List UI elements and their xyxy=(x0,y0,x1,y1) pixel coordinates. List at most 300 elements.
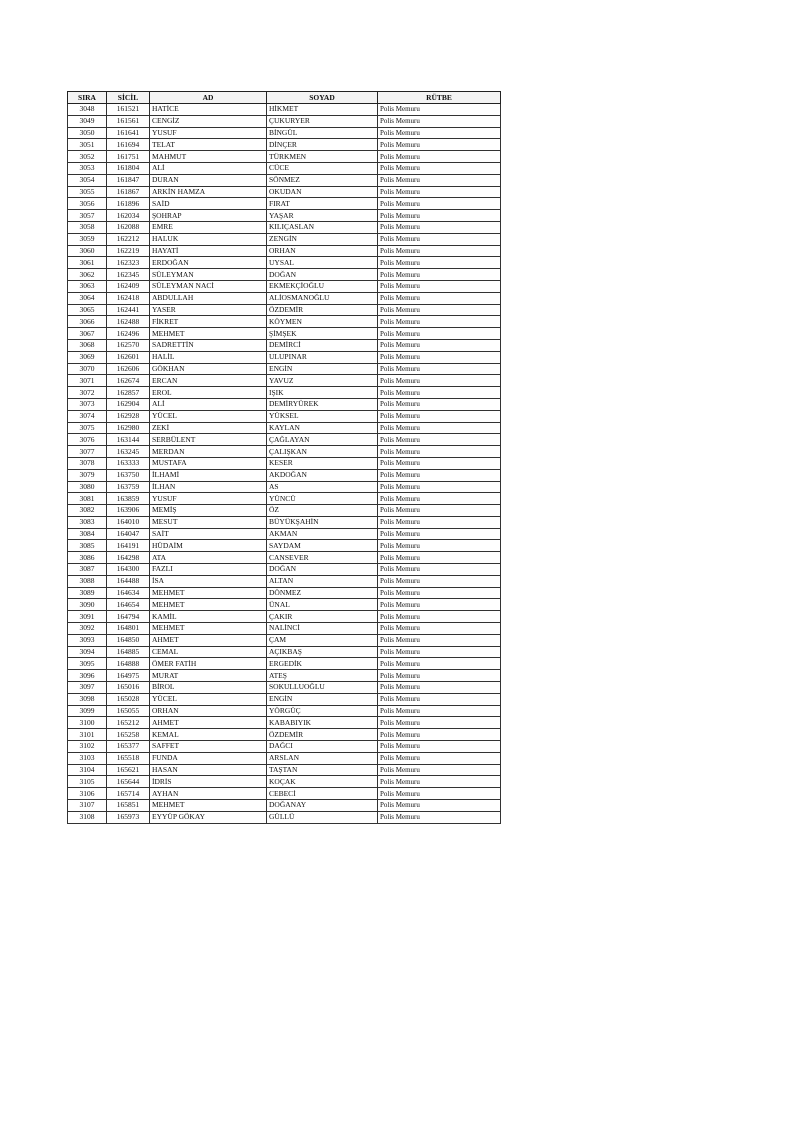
cell-ad: MEHMET xyxy=(150,328,267,340)
table-row xyxy=(68,162,501,174)
cell-sira: 3059 xyxy=(68,233,107,245)
cell-sira: 3072 xyxy=(68,387,107,399)
table-row xyxy=(68,540,501,552)
cell-ad: TELAT xyxy=(150,139,267,151)
cell-soyad: ÇAKIR xyxy=(267,611,378,623)
cell-rutbe: Polis Memuru xyxy=(378,575,501,587)
cell-sira: 3060 xyxy=(68,245,107,257)
cell-sira: 3088 xyxy=(68,575,107,587)
cell-sicil: 163750 xyxy=(107,469,150,481)
cell-soyad: YAVUZ xyxy=(267,375,378,387)
table-row xyxy=(68,705,501,717)
cell-sira: 3063 xyxy=(68,280,107,292)
table-row xyxy=(68,693,501,705)
cell-ad: KEMAL xyxy=(150,729,267,741)
cell-sicil: 161521 xyxy=(107,104,150,116)
cell-ad: ORHAN xyxy=(150,705,267,717)
table-row xyxy=(68,670,501,682)
cell-ad: FAZLI xyxy=(150,564,267,576)
cell-soyad: ULUPINAR xyxy=(267,351,378,363)
table-row xyxy=(68,339,501,351)
cell-rutbe: Polis Memuru xyxy=(378,210,501,222)
cell-soyad: YÜNCÜ xyxy=(267,493,378,505)
cell-rutbe: Polis Memuru xyxy=(378,776,501,788)
cell-sicil: 163333 xyxy=(107,457,150,469)
cell-rutbe: Polis Memuru xyxy=(378,269,501,281)
cell-sicil: 165851 xyxy=(107,800,150,812)
cell-sira: 3105 xyxy=(68,776,107,788)
table-row xyxy=(68,717,501,729)
cell-sicil: 162488 xyxy=(107,316,150,328)
cell-soyad: CEBECİ xyxy=(267,788,378,800)
cell-ad: YÜCEL xyxy=(150,410,267,422)
cell-ad: SADRETTİN xyxy=(150,339,267,351)
cell-ad: FİKRET xyxy=(150,316,267,328)
cell-sira: 3080 xyxy=(68,481,107,493)
header-rutbe: RÜTBE xyxy=(378,92,501,104)
cell-sira: 3054 xyxy=(68,174,107,186)
cell-rutbe: Polis Memuru xyxy=(378,328,501,340)
cell-sira: 3096 xyxy=(68,670,107,682)
cell-soyad: BÜYÜKŞAHİN xyxy=(267,516,378,528)
cell-rutbe: Polis Memuru xyxy=(378,127,501,139)
table-row xyxy=(68,776,501,788)
cell-sicil: 164794 xyxy=(107,611,150,623)
cell-sira: 3067 xyxy=(68,328,107,340)
cell-sicil: 161867 xyxy=(107,186,150,198)
cell-ad: ALİ xyxy=(150,398,267,410)
cell-sicil: 164975 xyxy=(107,670,150,682)
cell-soyad: KESER xyxy=(267,457,378,469)
cell-ad: SÜLEYMAN NACİ xyxy=(150,280,267,292)
cell-rutbe: Polis Memuru xyxy=(378,398,501,410)
cell-rutbe: Polis Memuru xyxy=(378,233,501,245)
cell-sira: 3048 xyxy=(68,104,107,116)
table-row xyxy=(68,623,501,635)
cell-sicil: 165621 xyxy=(107,764,150,776)
cell-rutbe: Polis Memuru xyxy=(378,552,501,564)
cell-sira: 3078 xyxy=(68,457,107,469)
cell-sicil: 164010 xyxy=(107,516,150,528)
cell-sira: 3091 xyxy=(68,611,107,623)
cell-rutbe: Polis Memuru xyxy=(378,292,501,304)
cell-rutbe: Polis Memuru xyxy=(378,528,501,540)
cell-soyad: DAĞCI xyxy=(267,741,378,753)
table-row xyxy=(68,528,501,540)
cell-rutbe: Polis Memuru xyxy=(378,788,501,800)
cell-sira: 3075 xyxy=(68,422,107,434)
cell-ad: HATİCE xyxy=(150,104,267,116)
table-row xyxy=(68,410,501,422)
cell-rutbe: Polis Memuru xyxy=(378,741,501,753)
cell-sicil: 165644 xyxy=(107,776,150,788)
cell-sicil: 162570 xyxy=(107,339,150,351)
cell-rutbe: Polis Memuru xyxy=(378,375,501,387)
cell-ad: İSA xyxy=(150,575,267,587)
cell-soyad: ŞİMŞEK xyxy=(267,328,378,340)
cell-sicil: 162345 xyxy=(107,269,150,281)
table-row xyxy=(68,682,501,694)
cell-sira: 3066 xyxy=(68,316,107,328)
cell-sicil: 162980 xyxy=(107,422,150,434)
cell-ad: CEMAL xyxy=(150,646,267,658)
cell-sicil: 164654 xyxy=(107,599,150,611)
cell-ad: CENGİZ xyxy=(150,115,267,127)
cell-ad: MEHMET xyxy=(150,587,267,599)
cell-sira: 3082 xyxy=(68,505,107,517)
table-row xyxy=(68,575,501,587)
table-row xyxy=(68,328,501,340)
table-row xyxy=(68,634,501,646)
cell-ad: HÜDAİM xyxy=(150,540,267,552)
cell-sicil: 161896 xyxy=(107,198,150,210)
table-row xyxy=(68,104,501,116)
cell-sira: 3053 xyxy=(68,162,107,174)
cell-sira: 3070 xyxy=(68,363,107,375)
cell-ad: MEMİŞ xyxy=(150,505,267,517)
cell-rutbe: Polis Memuru xyxy=(378,280,501,292)
cell-sira: 3083 xyxy=(68,516,107,528)
cell-sicil: 164047 xyxy=(107,528,150,540)
cell-ad: EROL xyxy=(150,387,267,399)
cell-soyad: ALİOSMANOĞLU xyxy=(267,292,378,304)
cell-ad: ATA xyxy=(150,552,267,564)
cell-ad: İLHAN xyxy=(150,481,267,493)
cell-ad: DURAN xyxy=(150,174,267,186)
cell-rutbe: Polis Memuru xyxy=(378,104,501,116)
cell-soyad: SÖNMEZ xyxy=(267,174,378,186)
cell-sira: 3089 xyxy=(68,587,107,599)
cell-soyad: ÇAM xyxy=(267,634,378,646)
table-row xyxy=(68,611,501,623)
cell-rutbe: Polis Memuru xyxy=(378,646,501,658)
cell-soyad: ÖZDEMİR xyxy=(267,729,378,741)
cell-soyad: SOKULLUOĞLU xyxy=(267,682,378,694)
cell-soyad: YAŞAR xyxy=(267,210,378,222)
table-row xyxy=(68,564,501,576)
cell-sicil: 161694 xyxy=(107,139,150,151)
cell-sicil: 162088 xyxy=(107,221,150,233)
cell-sicil: 164300 xyxy=(107,564,150,576)
table-row xyxy=(68,752,501,764)
cell-soyad: IŞIK xyxy=(267,387,378,399)
cell-sira: 3090 xyxy=(68,599,107,611)
table-row xyxy=(68,422,501,434)
header-sicil: SİCİL xyxy=(107,92,150,104)
table-row xyxy=(68,599,501,611)
cell-soyad: ÖZ xyxy=(267,505,378,517)
cell-rutbe: Polis Memuru xyxy=(378,245,501,257)
cell-rutbe: Polis Memuru xyxy=(378,623,501,635)
cell-soyad: YÜKSEL xyxy=(267,410,378,422)
cell-soyad: KAYLAN xyxy=(267,422,378,434)
cell-rutbe: Polis Memuru xyxy=(378,599,501,611)
cell-sicil: 164634 xyxy=(107,587,150,599)
cell-ad: ARKİN HAMZA xyxy=(150,186,267,198)
cell-sicil: 164801 xyxy=(107,623,150,635)
cell-rutbe: Polis Memuru xyxy=(378,162,501,174)
cell-rutbe: Polis Memuru xyxy=(378,446,501,458)
cell-ad: SERBÜLENT xyxy=(150,434,267,446)
cell-rutbe: Polis Memuru xyxy=(378,139,501,151)
cell-soyad: AKDOĞAN xyxy=(267,469,378,481)
cell-sira: 3069 xyxy=(68,351,107,363)
cell-sira: 3077 xyxy=(68,446,107,458)
cell-sicil: 163144 xyxy=(107,434,150,446)
cell-sira: 3100 xyxy=(68,717,107,729)
cell-soyad: ORHAN xyxy=(267,245,378,257)
cell-soyad: DOĞAN xyxy=(267,269,378,281)
cell-rutbe: Polis Memuru xyxy=(378,634,501,646)
cell-sira: 3049 xyxy=(68,115,107,127)
cell-ad: İLHAMİ xyxy=(150,469,267,481)
cell-sicil: 165055 xyxy=(107,705,150,717)
table-row xyxy=(68,481,501,493)
cell-rutbe: Polis Memuru xyxy=(378,422,501,434)
cell-soyad: DOĞAN xyxy=(267,564,378,576)
cell-sicil: 162212 xyxy=(107,233,150,245)
table-row xyxy=(68,127,501,139)
cell-sira: 3104 xyxy=(68,764,107,776)
cell-rutbe: Polis Memuru xyxy=(378,682,501,694)
cell-sira: 3057 xyxy=(68,210,107,222)
cell-sicil: 162857 xyxy=(107,387,150,399)
cell-rutbe: Polis Memuru xyxy=(378,564,501,576)
cell-soyad: ÖZDEMİR xyxy=(267,304,378,316)
cell-rutbe: Polis Memuru xyxy=(378,351,501,363)
table-body xyxy=(68,104,501,824)
cell-sira: 3108 xyxy=(68,811,107,823)
cell-sira: 3106 xyxy=(68,788,107,800)
table-row xyxy=(68,174,501,186)
cell-sira: 3055 xyxy=(68,186,107,198)
cell-ad: SÜLEYMAN xyxy=(150,269,267,281)
cell-rutbe: Polis Memuru xyxy=(378,540,501,552)
table-row xyxy=(68,434,501,446)
cell-sicil: 164850 xyxy=(107,634,150,646)
cell-sicil: 163906 xyxy=(107,505,150,517)
cell-sicil: 161751 xyxy=(107,151,150,163)
cell-sira: 3064 xyxy=(68,292,107,304)
cell-sicil: 162034 xyxy=(107,210,150,222)
table-row xyxy=(68,233,501,245)
cell-sicil: 161804 xyxy=(107,162,150,174)
cell-ad: EYYÜP GÖKAY xyxy=(150,811,267,823)
cell-sira: 3061 xyxy=(68,257,107,269)
cell-sira: 3098 xyxy=(68,693,107,705)
cell-sira: 3094 xyxy=(68,646,107,658)
header-sira: SIRA xyxy=(68,92,107,104)
cell-soyad: ATEŞ xyxy=(267,670,378,682)
cell-ad: MERDAN xyxy=(150,446,267,458)
cell-ad: MESUT xyxy=(150,516,267,528)
cell-sicil: 165518 xyxy=(107,752,150,764)
cell-rutbe: Polis Memuru xyxy=(378,493,501,505)
cell-rutbe: Polis Memuru xyxy=(378,151,501,163)
cell-soyad: EKMEKÇİOĞLU xyxy=(267,280,378,292)
cell-sicil: 163759 xyxy=(107,481,150,493)
cell-rutbe: Polis Memuru xyxy=(378,752,501,764)
cell-rutbe: Polis Memuru xyxy=(378,174,501,186)
table-header-row xyxy=(68,92,501,104)
cell-ad: SAİD xyxy=(150,198,267,210)
table-row xyxy=(68,351,501,363)
cell-ad: ERCAN xyxy=(150,375,267,387)
cell-rutbe: Polis Memuru xyxy=(378,764,501,776)
table-row xyxy=(68,115,501,127)
cell-ad: AHMET xyxy=(150,717,267,729)
table-row xyxy=(68,446,501,458)
cell-rutbe: Polis Memuru xyxy=(378,434,501,446)
cell-soyad: YÖRGÜÇ xyxy=(267,705,378,717)
cell-soyad: CANSEVER xyxy=(267,552,378,564)
cell-sicil: 161847 xyxy=(107,174,150,186)
cell-sira: 3095 xyxy=(68,658,107,670)
cell-ad: YASER xyxy=(150,304,267,316)
cell-rutbe: Polis Memuru xyxy=(378,304,501,316)
cell-sicil: 162496 xyxy=(107,328,150,340)
table-row xyxy=(68,375,501,387)
cell-sicil: 162323 xyxy=(107,257,150,269)
cell-sicil: 162904 xyxy=(107,398,150,410)
cell-soyad: KABABIYIK xyxy=(267,717,378,729)
cell-sira: 3062 xyxy=(68,269,107,281)
cell-rutbe: Polis Memuru xyxy=(378,257,501,269)
cell-sicil: 162606 xyxy=(107,363,150,375)
cell-soyad: ÇALIŞKAN xyxy=(267,446,378,458)
cell-rutbe: Polis Memuru xyxy=(378,363,501,375)
cell-soyad: ÇUKURYER xyxy=(267,115,378,127)
cell-sicil: 162441 xyxy=(107,304,150,316)
table-row xyxy=(68,552,501,564)
cell-soyad: DÖNMEZ xyxy=(267,587,378,599)
table-row xyxy=(68,516,501,528)
cell-sira: 3097 xyxy=(68,682,107,694)
table-row xyxy=(68,505,501,517)
cell-sira: 3065 xyxy=(68,304,107,316)
cell-sira: 3087 xyxy=(68,564,107,576)
cell-ad: ZEKİ xyxy=(150,422,267,434)
cell-soyad: NALİNCİ xyxy=(267,623,378,635)
cell-ad: SAİT xyxy=(150,528,267,540)
cell-ad: HASAN xyxy=(150,764,267,776)
cell-sicil: 164298 xyxy=(107,552,150,564)
table-row xyxy=(68,363,501,375)
cell-soyad: DOĞANAY xyxy=(267,800,378,812)
table-row xyxy=(68,316,501,328)
cell-ad: FUNDA xyxy=(150,752,267,764)
table-row xyxy=(68,457,501,469)
cell-sicil: 163859 xyxy=(107,493,150,505)
cell-rutbe: Polis Memuru xyxy=(378,516,501,528)
cell-soyad: ZENGİN xyxy=(267,233,378,245)
table-row xyxy=(68,493,501,505)
cell-ad: YUSUF xyxy=(150,493,267,505)
table-row xyxy=(68,151,501,163)
cell-sira: 3051 xyxy=(68,139,107,151)
cell-soyad: KOÇAK xyxy=(267,776,378,788)
table-row xyxy=(68,587,501,599)
cell-rutbe: Polis Memuru xyxy=(378,729,501,741)
cell-sira: 3081 xyxy=(68,493,107,505)
table-row xyxy=(68,387,501,399)
cell-sira: 3084 xyxy=(68,528,107,540)
cell-ad: ABDULLAH xyxy=(150,292,267,304)
cell-soyad: DİNÇER xyxy=(267,139,378,151)
cell-soyad: DEMİRCİ xyxy=(267,339,378,351)
cell-sicil: 164191 xyxy=(107,540,150,552)
cell-sicil: 164888 xyxy=(107,658,150,670)
cell-sicil: 162418 xyxy=(107,292,150,304)
cell-ad: MURAT xyxy=(150,670,267,682)
cell-sicil: 165258 xyxy=(107,729,150,741)
cell-sira: 3107 xyxy=(68,800,107,812)
table-row xyxy=(68,292,501,304)
header-ad: AD xyxy=(150,92,267,104)
cell-rutbe: Polis Memuru xyxy=(378,611,501,623)
cell-sicil: 165016 xyxy=(107,682,150,694)
cell-rutbe: Polis Memuru xyxy=(378,316,501,328)
cell-ad: AHMET xyxy=(150,634,267,646)
cell-sira: 3086 xyxy=(68,552,107,564)
cell-sicil: 165973 xyxy=(107,811,150,823)
cell-sicil: 163245 xyxy=(107,446,150,458)
table-row xyxy=(68,198,501,210)
cell-soyad: AS xyxy=(267,481,378,493)
cell-sira: 3073 xyxy=(68,398,107,410)
cell-sicil: 162219 xyxy=(107,245,150,257)
cell-ad: KAMİL xyxy=(150,611,267,623)
cell-soyad: OKUDAN xyxy=(267,186,378,198)
cell-soyad: DEMİRYÜREK xyxy=(267,398,378,410)
cell-sira: 3093 xyxy=(68,634,107,646)
cell-soyad: HİKMET xyxy=(267,104,378,116)
cell-rutbe: Polis Memuru xyxy=(378,410,501,422)
cell-soyad: KILIÇASLAN xyxy=(267,221,378,233)
cell-ad: HAYATİ xyxy=(150,245,267,257)
table-row xyxy=(68,221,501,233)
cell-soyad: AÇIKBAŞ xyxy=(267,646,378,658)
cell-soyad: CÜCE xyxy=(267,162,378,174)
cell-ad: MEHMET xyxy=(150,599,267,611)
table-row xyxy=(68,186,501,198)
cell-rutbe: Polis Memuru xyxy=(378,717,501,729)
cell-rutbe: Polis Memuru xyxy=(378,670,501,682)
table-row xyxy=(68,280,501,292)
cell-sira: 3058 xyxy=(68,221,107,233)
cell-ad: MUSTAFA xyxy=(150,457,267,469)
table-row xyxy=(68,245,501,257)
cell-sicil: 162601 xyxy=(107,351,150,363)
header-soyad: SOYAD xyxy=(267,92,378,104)
cell-sira: 3071 xyxy=(68,375,107,387)
cell-ad: EMRE xyxy=(150,221,267,233)
table-row xyxy=(68,646,501,658)
cell-ad: MEHMET xyxy=(150,623,267,635)
cell-sira: 3079 xyxy=(68,469,107,481)
cell-sicil: 165377 xyxy=(107,741,150,753)
cell-rutbe: Polis Memuru xyxy=(378,387,501,399)
cell-soyad: TAŞTAN xyxy=(267,764,378,776)
cell-rutbe: Polis Memuru xyxy=(378,705,501,717)
cell-soyad: ENGİN xyxy=(267,363,378,375)
cell-rutbe: Polis Memuru xyxy=(378,339,501,351)
cell-ad: MEHMET xyxy=(150,800,267,812)
cell-ad: ALİ xyxy=(150,162,267,174)
cell-rutbe: Polis Memuru xyxy=(378,587,501,599)
cell-ad: GÖKHAN xyxy=(150,363,267,375)
cell-soyad: ÜNAL xyxy=(267,599,378,611)
